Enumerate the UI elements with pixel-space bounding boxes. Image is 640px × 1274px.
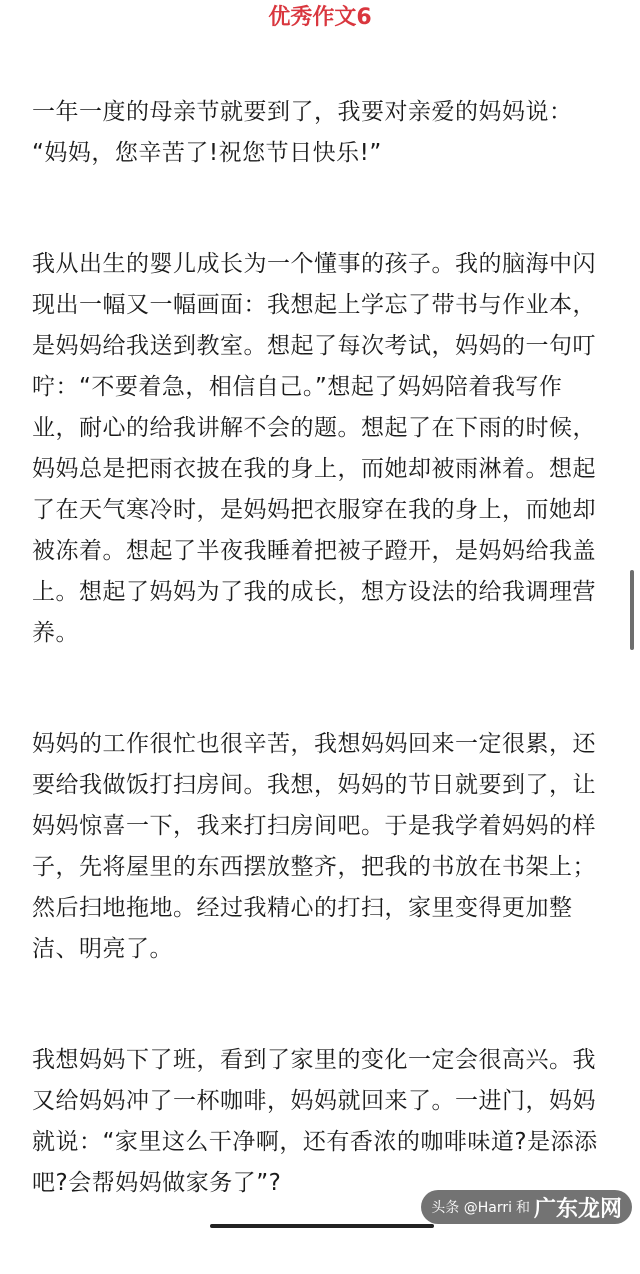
essay-line: 洁、明亮了。 — [32, 936, 173, 962]
essay-line: “妈妈，您辛苦了!祝您节日快乐!” — [32, 140, 382, 166]
essay-line: 上。想起了妈妈为了我的成长，想方设法的给我调理营 — [32, 579, 596, 605]
essay-paragraph — [32, 724, 612, 970]
essay-line: 妈妈惊喜一下，我来打扫房间吧。于是我学着妈妈的样 — [32, 813, 596, 839]
essay-line: 我从出生的婴儿成长为一个懂事的孩子。我的脑海中闪 — [32, 251, 596, 277]
essay-line: 要给我做饭打扫房间。我想，妈妈的节日就要到了，让 — [32, 772, 596, 798]
essay-line: 现出一幅又一幅画面：我想起上学忘了带书与作业本， — [32, 292, 596, 318]
essay-line: 了在天气寒冷时，是妈妈把衣服穿在我的身上，而她却 — [32, 497, 596, 523]
essay-body — [32, 92, 612, 1274]
essay-line: 是妈妈给我送到教室。想起了每次考试，妈妈的一句叮 — [32, 333, 596, 359]
essay-line: 被冻着。想起了半夜我睡着把被子蹬开，是妈妈给我盖 — [32, 538, 596, 564]
essay-line: 一年一度的母亲节就要到了，我要对亲爱的妈妈说： — [32, 99, 573, 125]
essay-line: 我想妈妈下了班，看到了家里的变化一定会很高兴。我 — [32, 1047, 596, 1073]
watermark-source: 头条 @Harri — [431, 1200, 512, 1216]
essay-line: 又给妈妈冲了一杯咖啡，妈妈就回来了。一进门，妈妈 — [32, 1088, 596, 1114]
essay-line: 妈妈总是把雨衣披在我的身上，而她却被雨淋着。想起 — [32, 456, 596, 482]
essay-paragraph — [32, 1040, 612, 1204]
home-indicator[interactable] — [210, 1224, 434, 1228]
essay-line: 养。 — [32, 620, 79, 646]
essay-line: 吧?会帮妈妈做家务了”? — [32, 1170, 282, 1196]
essay-line: 业，耐心的给我讲解不会的题。想起了在下雨的时候， — [32, 415, 596, 441]
essay-line: 就说：“家里这么干净啊，还有香浓的咖啡味道?是添添 — [32, 1129, 598, 1155]
essay-line: 子，先将屋里的东西摆放整齐，把我的书放在书架上； — [32, 854, 596, 880]
essay-paragraph — [32, 244, 612, 654]
page-title: 优秀作文6 — [268, 5, 372, 30]
essay-paragraph — [32, 92, 612, 174]
essay-line: 咛：“不要着急，相信自己。”想起了妈妈陪着我写作 — [32, 374, 563, 400]
watermark-source-suffix: 和 — [515, 1200, 530, 1216]
watermark-brand: 广东龙网 — [533, 1195, 622, 1222]
essay-line: 然后扫地拖地。经过我精心的打扫，家里变得更加整 — [32, 895, 573, 921]
essay-line: 妈妈的工作很忙也很辛苦，我想妈妈回来一定很累，还 — [32, 731, 596, 757]
watermark — [421, 1190, 632, 1224]
scrollbar[interactable] — [630, 570, 634, 650]
